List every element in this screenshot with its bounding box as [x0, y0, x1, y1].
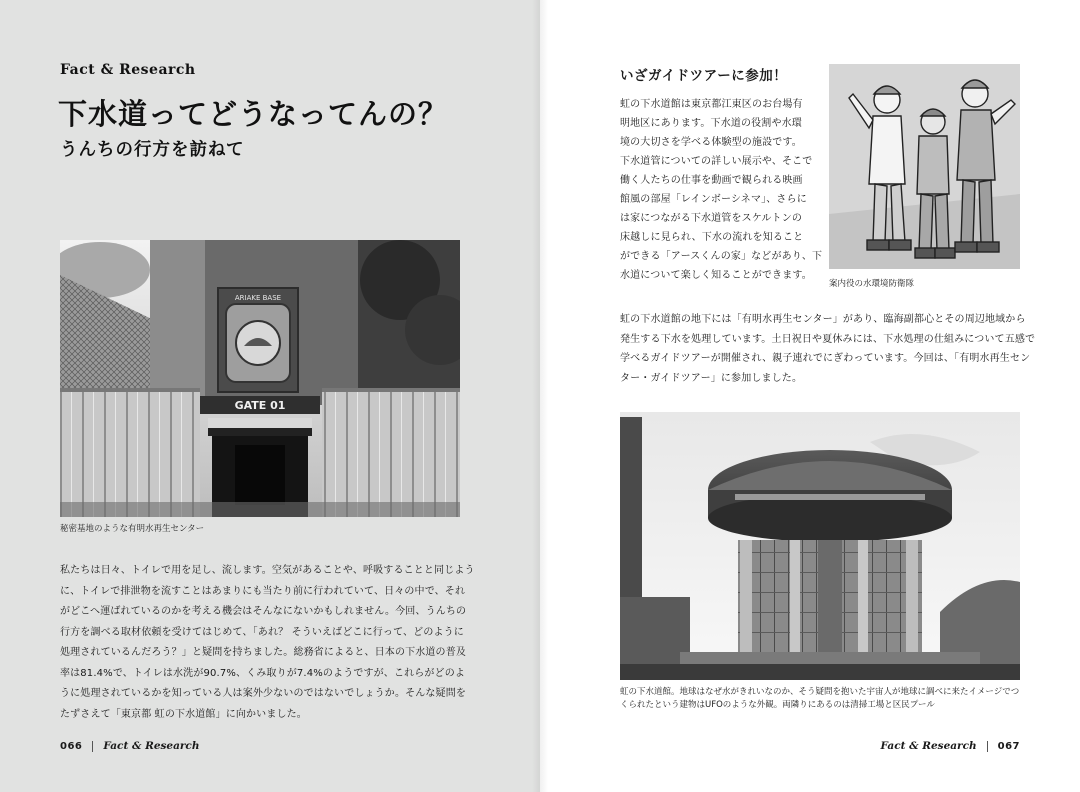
illustration-caption: 案内役の水環境防衛隊 [829, 279, 915, 289]
caption-line: くられたという建物はUFOのような外観。両隣りにあるのは清掃工場と区民プール [620, 700, 935, 710]
body-line: 水道について楽しく知ることができます。 [620, 270, 812, 281]
body-line: 館風の部屋「レインボーシネマ」、さらに [620, 194, 807, 205]
photo-rainbow-sewer-museum [620, 412, 1020, 680]
folio-divider [987, 741, 988, 752]
body-line: ができる「アースくんの家」などがあり、下 [620, 251, 823, 262]
folio-divider [92, 741, 93, 752]
body-line: は家につながる下水道管をスケルトンの [620, 213, 802, 224]
photo-caption-ufo [620, 686, 1019, 712]
folio-label-left: Fact & Research [103, 740, 200, 752]
section-label: Fact & Research [60, 62, 196, 78]
photo-ufo-building-graphic [620, 412, 1020, 680]
article-subtitle: うんちの行方を訪ねて [60, 140, 245, 160]
body-line: 処理されているんだろう？」と疑問を持ちました。総務省によると、日本の下水道の普及 [60, 647, 466, 658]
body-line: がどこへ運ばれているのかを考える機会はそんなにないかもしれません。今回、うんちの [60, 606, 467, 617]
body-line: たずさえて「東京都 虹の下水道館」に向かいました。 [60, 708, 307, 720]
folio-right [881, 740, 1020, 752]
body-line: 学べるガイドツアーが開催され、親子連れでにぎわっています。今回は、「有明水再生セン [620, 353, 1031, 364]
gate-label: GATE 01 [234, 399, 286, 412]
article-title: 下水道ってどうなってんの？ [58, 97, 449, 131]
page-number-right: 067 [997, 740, 1020, 752]
photo-ariake-base-graphic [60, 240, 460, 517]
sign-ariake-base: ARIAKE BASE [234, 294, 282, 302]
body-line: 下水道管についての詳しい展示や、そこで [620, 156, 813, 167]
body-line: 虹の下水道館は東京都江東区のお台場有 [620, 99, 803, 110]
body-line: 行方を調べる取材依頼を受けてはじめて、「あれ？ そういえばどこに行って、どのように [60, 626, 464, 638]
folio-label-right: Fact & Research [880, 740, 977, 752]
body-line: 率は81.4%で、トイレは水洗が90.7%、くみ取りが7.4%のようですが、これらがどのよ [60, 667, 465, 679]
guide-characters-graphic [829, 64, 1020, 269]
body-line: 虹の下水道館の地下には「有明水再生センター」があり、臨海副都心とその周辺地域から [620, 314, 1026, 325]
photo-ariake-base [60, 240, 460, 517]
page-number-left: 066 [60, 740, 83, 752]
body-line: 働く人たちの仕事を動画で観られる映画 [620, 175, 803, 186]
left-body-text [60, 561, 475, 725]
body-line: 発生する下水を処理しています。土日祝日や夏休みには、下水処理の仕組みについて五感で [620, 333, 1036, 345]
caption-line: 虹の下水道館。地球はなぜ水がきれいなのか、そう疑問を抱いた宇宙人が地球に調べに来たイメージでつ [620, 687, 1020, 697]
illustration-guide-characters [829, 64, 1020, 269]
right-mid-text [620, 310, 1036, 388]
body-line: 明地区にあります。下水道の役割や水環 [620, 118, 802, 129]
body-line: 境の大切さを学べる体験型の施設です。 [620, 137, 802, 148]
body-line: に、トイレで排泄物を流すことはあまりにも当たり前に行われていて、日々の中で、それ [60, 585, 466, 597]
folio-left [60, 740, 199, 752]
body-line: ター・ガイドツアー」に参加しました。 [620, 372, 803, 384]
page-gutter [532, 0, 548, 792]
right-intro-text [620, 95, 823, 285]
body-line: うに処理されているかを知っている人は案外少ないのではないでしょうか。そんな疑問を [60, 688, 466, 699]
body-line: 床越しに見られ、下水の流れを知ること [620, 232, 804, 243]
body-line: 私たちは日々、トイレで用を足し、流します。空気があることや、呼吸することと同じよう [60, 565, 475, 576]
guide-heading: いざガイドツアーに参加！ [620, 68, 788, 84]
photo-caption-base: 秘密基地のような有明水再生センター [60, 524, 205, 534]
